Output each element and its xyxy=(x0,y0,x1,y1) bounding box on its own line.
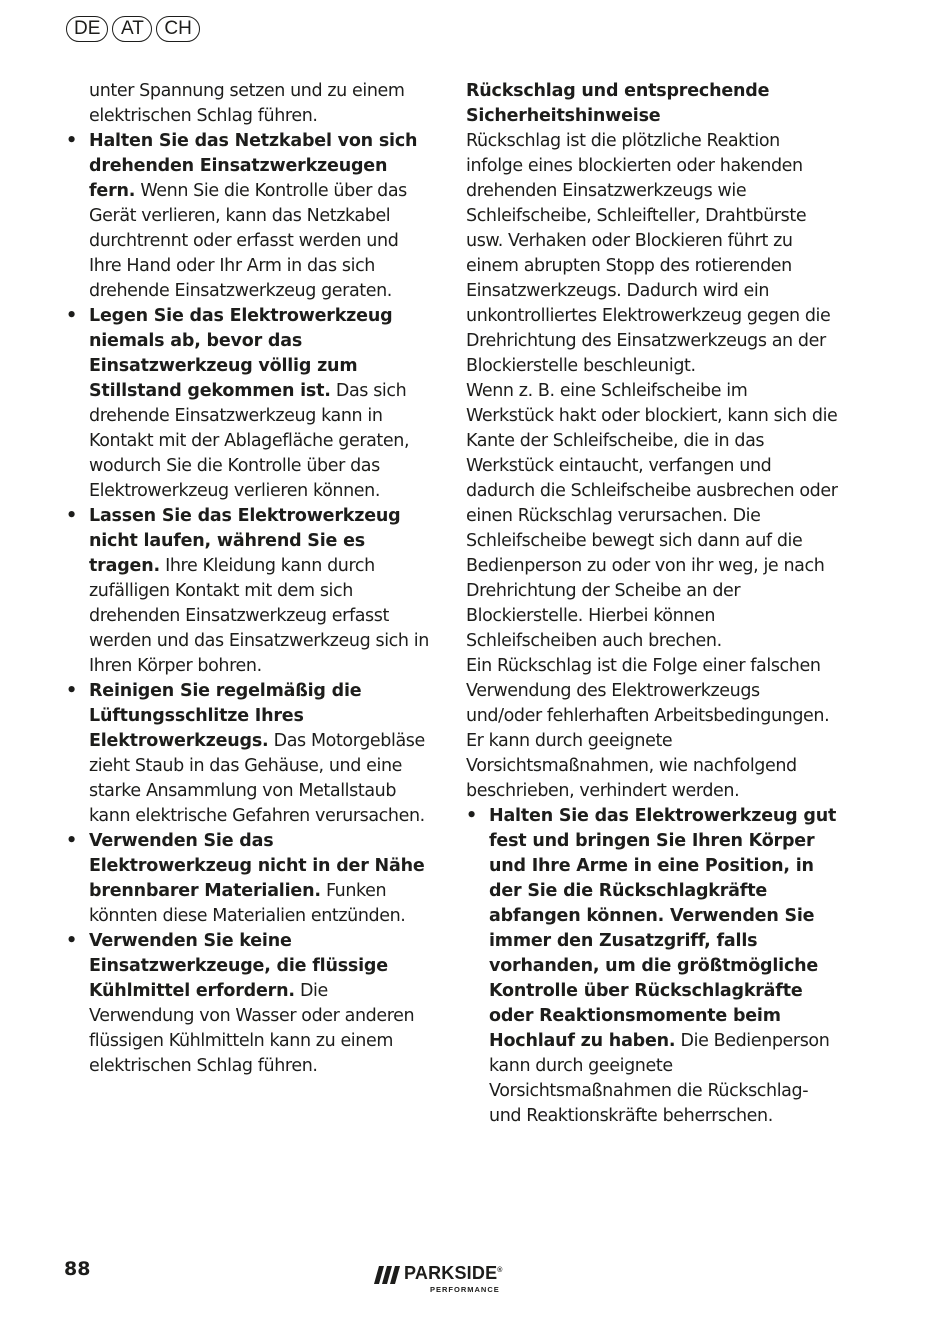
bullet: • xyxy=(66,681,77,701)
bullet: • xyxy=(66,506,77,526)
safety-item-bold: Halten Sie das Netzkabel von sich drehenden Einsatzwerkzeugen fern. xyxy=(89,131,418,201)
country-badges xyxy=(66,16,200,42)
safety-item-text: Das sich drehende Einsatzwerkzeug kann in Kontakt mit der Ablagefläche geraten, wodurch Sie die Kontrolle über das Elektrowerkzeug verlieren können. xyxy=(89,381,410,501)
left-column xyxy=(66,79,432,1079)
safety-item xyxy=(66,304,432,504)
section-heading: Rückschlag und entsprechende Sicherheitshinweise xyxy=(466,81,770,126)
right-column xyxy=(466,79,838,1129)
bullet: • xyxy=(66,831,77,851)
body-paragraph: Rückschlag ist die plötzliche Reaktion infolge eines blockierten oder hakenden drehenden Einsatzwerkzeugs wie Schleifscheibe, Schleifteller, Drahtbürste usw. Verhaken oder Blockieren führt zu einem abrupten Stopp des rotierenden Einsatzwerkzeugs. Dadurch wird ein unkontrolliertes Elektrowerkzeug gegen die Drehrichtung des Einsatzwerkzeugs an der Blockierstelle beschleunigt. xyxy=(466,131,831,376)
logo-wordmark xyxy=(404,1263,503,1284)
safety-item xyxy=(66,129,432,304)
country-badge-at: AT xyxy=(112,16,152,42)
safety-item xyxy=(66,829,432,929)
safety-item-text: Die Bedienperson kann durch geeignete Vorsichtsmaßnahmen die Rückschlag- und Reaktionskräfte beherrschen. xyxy=(489,1031,830,1126)
continuation-text: unter Spannung setzen und zu einem elektrischen Schlag führen. xyxy=(89,81,405,126)
safety-item-text: Die Verwendung von Wasser oder anderen flüssigen Kühlmitteln kann zu einem elektrischen Schlag führen. xyxy=(89,981,415,1076)
body-paragraph: Wenn z. B. eine Schleifscheibe im Werkstück hakt oder blockiert, kann sich die Kante der Schleifscheibe, die in das Werkstück eintaucht, verfangen und dadurch die Schleifscheibe ausbrechen oder einen Rückschlag verursachen. Die Schleifscheibe bewegt sich dann auf die Bedienperson zu oder von ihr weg, je nach Drehrichtung der Scheibe an der Blockierstelle. Hierbei können Schleifscheiben auch brechen. xyxy=(466,381,838,651)
country-badge-de: DE xyxy=(66,16,108,42)
safety-item xyxy=(66,679,432,829)
safety-item-text: Das Motorgebläse zieht Staub in das Gehäuse, und eine starke Ansammlung von Metallstaub kann elektrische Gefahren verursachen. xyxy=(89,731,425,826)
logo-subtitle: PERFORMANCE xyxy=(430,1285,500,1294)
safety-item xyxy=(66,929,432,1079)
safety-item-bold: Reinigen Sie regelmäßig die Lüftungsschlitze Ihres Elektrowerkzeugs. xyxy=(89,681,362,751)
bullet: • xyxy=(66,306,77,326)
safety-item-bold: Halten Sie das Elektrowerkzeug gut fest und bringen Sie Ihren Körper und Ihre Arme in eine Position, in der Sie die Rückschlagkräfte abfangen können. Verwenden Sie immer den Zusatzgriff, falls vorhanden, um die größtmögliche Kontrolle über Rückschlagkräfte oder Reaktionsmomente beim Hochlauf zu haben. xyxy=(489,806,837,1051)
safety-item-bold: Lassen Sie das Elektrowerkzeug nicht laufen, während Sie es tragen. xyxy=(89,506,401,576)
bullet: • xyxy=(466,806,477,826)
safety-item-text: Funken könnten diese Materialien entzünden. xyxy=(89,881,406,926)
body-paragraph: Ein Rückschlag ist die Folge einer falschen Verwendung des Elektrowerkzeugs und/oder fehlerhaften Arbeitsbedingungen. Er kann durch geeignete Vorsichtsmaßnahmen, wie nachfolgend beschrieben, verhindert werden. xyxy=(466,656,830,801)
safety-item-bold: Verwenden Sie das Elektrowerkzeug nicht in der Nähe brennbarer Materialien. xyxy=(89,831,425,901)
page-number: 88 xyxy=(64,1258,91,1280)
safety-item-text: Ihre Kleidung kann durch zufälligen Kontakt mit dem sich drehenden Einsatzwerkzeug erfasst werden und das Einsatzwerkzeug sich in Ihren Körper bohren. xyxy=(89,556,429,676)
country-badge-ch: CH xyxy=(156,16,199,42)
bullet: • xyxy=(66,931,77,951)
safety-item-bold: Legen Sie das Elektrowerkzeug niemals ab, bevor das Einsatzwerkzeug völlig zum Stillstand gekommen ist. xyxy=(89,306,393,401)
logo-text: PARKSIDE xyxy=(404,1263,498,1283)
safety-item-bold: Verwenden Sie keine Einsatzwerkzeuge, die flüssige Kühlmittel erfordern. xyxy=(89,931,388,1001)
safety-item-text: Wenn Sie die Kontrolle über das Gerät verlieren, kann das Netzkabel durchtrennt oder erfasst werden und Ihre Hand oder Ihr Arm in das sich drehende Einsatzwerkzeug geraten. xyxy=(89,181,407,301)
safety-item xyxy=(466,804,838,1129)
logo-slashes-icon xyxy=(374,1266,400,1284)
parkside-logo xyxy=(374,1263,524,1300)
safety-item xyxy=(66,504,432,679)
bullet: • xyxy=(66,131,77,151)
logo-registered: ® xyxy=(497,1267,503,1274)
